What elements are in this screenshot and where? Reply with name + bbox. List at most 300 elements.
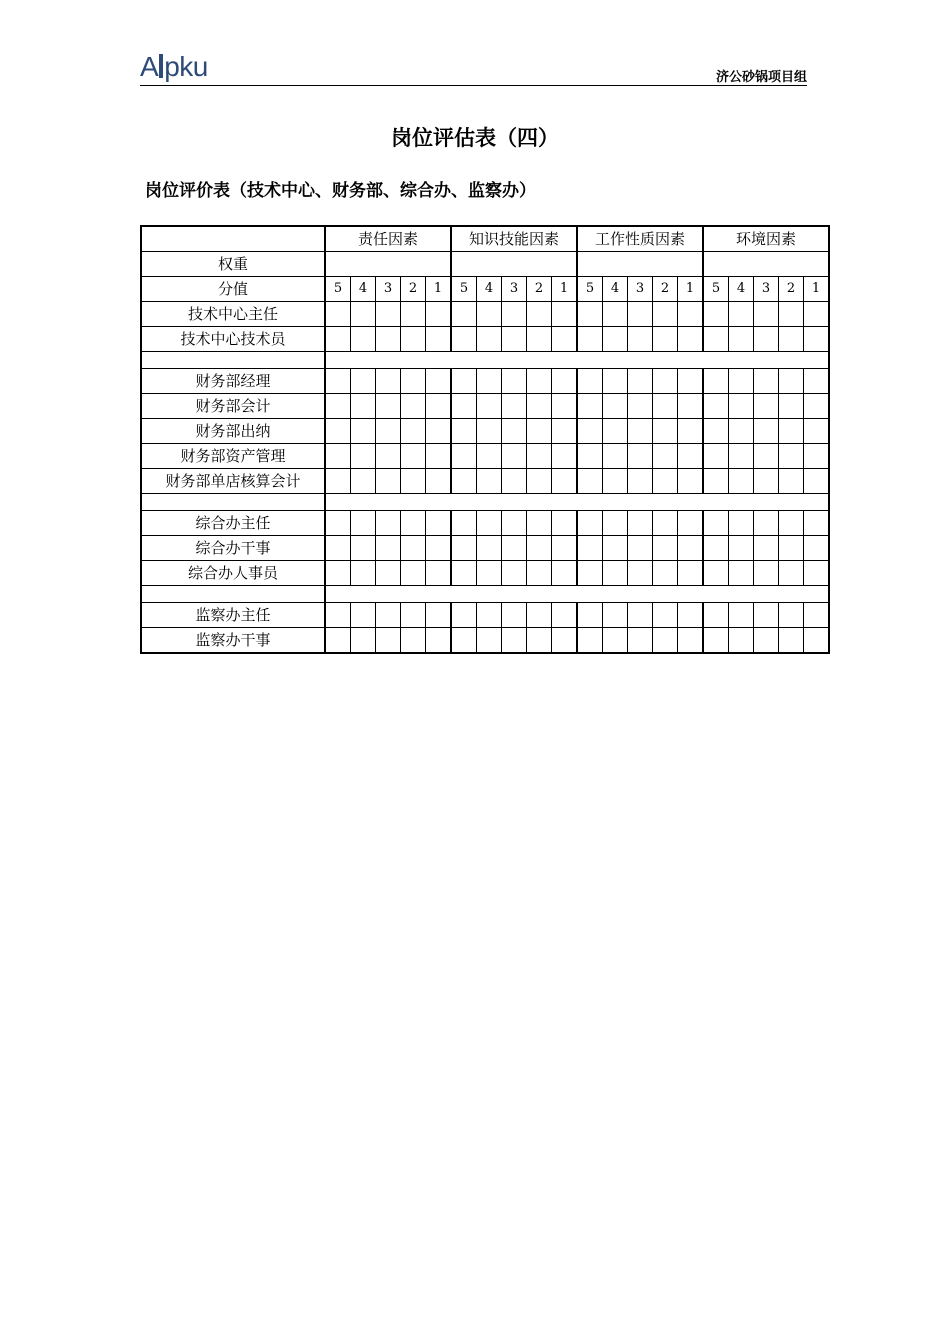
rating-cell[interactable]: [451, 394, 477, 419]
rating-cell[interactable]: [401, 628, 426, 654]
factor-header: 工作性质因素: [577, 226, 703, 252]
rating-cell[interactable]: [527, 603, 552, 628]
rating-cell[interactable]: [703, 327, 729, 352]
rating-cell[interactable]: [729, 394, 754, 419]
position-name: 综合办人事员: [141, 561, 325, 586]
rating-cell[interactable]: [628, 536, 653, 561]
rating-cell[interactable]: [804, 628, 830, 654]
rating-cell[interactable]: [804, 444, 830, 469]
position-row: [141, 419, 829, 444]
rating-cell[interactable]: [426, 603, 452, 628]
rating-cell[interactable]: [628, 511, 653, 536]
rating-cell[interactable]: [502, 419, 527, 444]
score-value: 4: [729, 277, 754, 302]
group-spacer-row: [141, 586, 829, 603]
rating-cell[interactable]: [653, 511, 678, 536]
rating-cell[interactable]: [577, 369, 603, 394]
rating-cell[interactable]: [653, 327, 678, 352]
rating-cell[interactable]: [351, 628, 376, 654]
page-header: [140, 52, 807, 86]
rating-cell[interactable]: [729, 327, 754, 352]
rating-cell[interactable]: [502, 444, 527, 469]
rating-cell[interactable]: [351, 302, 376, 327]
rating-cell[interactable]: [703, 536, 729, 561]
logo-text: pku: [164, 51, 208, 82]
rating-cell[interactable]: [502, 469, 527, 494]
rating-cell[interactable]: [678, 469, 704, 494]
rating-cell[interactable]: [351, 419, 376, 444]
rating-cell[interactable]: [401, 511, 426, 536]
rating-cell[interactable]: [779, 628, 804, 654]
rating-cell[interactable]: [376, 444, 401, 469]
rating-cell[interactable]: [552, 444, 578, 469]
rating-cell[interactable]: [653, 369, 678, 394]
rating-cell[interactable]: [678, 511, 704, 536]
rating-cell[interactable]: [577, 302, 603, 327]
spacer-cell: [325, 352, 829, 369]
table-subtitle: 岗位评价表（技术中心、财务部、综合办、监察办）: [145, 181, 536, 201]
corner-cell: [141, 226, 325, 252]
rating-cell[interactable]: [754, 536, 779, 561]
rating-cell[interactable]: [804, 419, 830, 444]
score-value: 3: [502, 277, 527, 302]
rating-cell[interactable]: [577, 444, 603, 469]
rating-cell[interactable]: [527, 561, 552, 586]
rating-cell[interactable]: [678, 603, 704, 628]
rating-cell[interactable]: [653, 302, 678, 327]
rating-cell[interactable]: [401, 603, 426, 628]
rating-cell[interactable]: [502, 394, 527, 419]
rating-cell[interactable]: [603, 419, 628, 444]
rating-cell[interactable]: [577, 603, 603, 628]
rating-cell[interactable]: [703, 419, 729, 444]
rating-cell[interactable]: [577, 628, 603, 654]
rating-cell[interactable]: [351, 369, 376, 394]
rating-cell[interactable]: [325, 628, 351, 654]
rating-cell[interactable]: [325, 444, 351, 469]
rating-cell[interactable]: [804, 511, 830, 536]
rating-cell[interactable]: [477, 419, 502, 444]
rating-cell[interactable]: [577, 419, 603, 444]
rating-cell[interactable]: [401, 369, 426, 394]
rating-cell[interactable]: [527, 469, 552, 494]
rating-cell[interactable]: [653, 419, 678, 444]
rating-cell[interactable]: [754, 369, 779, 394]
rating-cell[interactable]: [779, 603, 804, 628]
rating-cell[interactable]: [754, 561, 779, 586]
rating-cell[interactable]: [703, 469, 729, 494]
rating-cell[interactable]: [577, 561, 603, 586]
rating-cell[interactable]: [527, 327, 552, 352]
rating-cell[interactable]: [401, 327, 426, 352]
rating-cell[interactable]: [502, 628, 527, 654]
rating-cell[interactable]: [451, 561, 477, 586]
score-value: 2: [779, 277, 804, 302]
rating-cell[interactable]: [603, 561, 628, 586]
score-value: 5: [577, 277, 603, 302]
rating-cell[interactable]: [552, 536, 578, 561]
position-name: 技术中心技术员: [141, 327, 325, 352]
rating-cell[interactable]: [426, 561, 452, 586]
rating-cell[interactable]: [703, 444, 729, 469]
rating-cell[interactable]: [552, 469, 578, 494]
rating-cell[interactable]: [779, 369, 804, 394]
rating-cell[interactable]: [527, 444, 552, 469]
rating-cell[interactable]: [729, 561, 754, 586]
rating-cell[interactable]: [527, 369, 552, 394]
rating-cell[interactable]: [628, 419, 653, 444]
position-row: [141, 444, 829, 469]
rating-cell[interactable]: [628, 628, 653, 654]
rating-cell[interactable]: [376, 561, 401, 586]
rating-cell[interactable]: [678, 536, 704, 561]
spacer-cell: [325, 586, 829, 603]
rating-cell[interactable]: [401, 561, 426, 586]
rating-cell[interactable]: [376, 369, 401, 394]
rating-cell[interactable]: [376, 394, 401, 419]
rating-cell[interactable]: [729, 369, 754, 394]
rating-cell[interactable]: [376, 469, 401, 494]
rating-cell[interactable]: [804, 536, 830, 561]
rating-cell[interactable]: [451, 511, 477, 536]
rating-cell[interactable]: [325, 302, 351, 327]
rating-cell[interactable]: [401, 444, 426, 469]
rating-cell[interactable]: [502, 603, 527, 628]
rating-cell[interactable]: [779, 302, 804, 327]
rating-cell[interactable]: [703, 394, 729, 419]
rating-cell[interactable]: [552, 394, 578, 419]
rating-cell[interactable]: [779, 327, 804, 352]
evaluation-table: [140, 225, 830, 654]
rating-cell[interactable]: [729, 511, 754, 536]
rating-cell[interactable]: [477, 511, 502, 536]
position-row: [141, 469, 829, 494]
rating-cell[interactable]: [628, 469, 653, 494]
rating-cell[interactable]: [477, 327, 502, 352]
rating-cell[interactable]: [678, 394, 704, 419]
rating-cell[interactable]: [628, 394, 653, 419]
rating-cell[interactable]: [451, 628, 477, 654]
rating-cell[interactable]: [653, 469, 678, 494]
factor-header-row: [141, 226, 829, 252]
rating-cell[interactable]: [451, 302, 477, 327]
rating-cell[interactable]: [804, 369, 830, 394]
position-row: [141, 327, 829, 352]
rating-cell[interactable]: [603, 327, 628, 352]
score-value: 5: [451, 277, 477, 302]
position-name: 财务部资产管理: [141, 444, 325, 469]
rating-cell[interactable]: [325, 561, 351, 586]
rating-cell[interactable]: [451, 536, 477, 561]
rating-cell[interactable]: [477, 536, 502, 561]
rating-cell[interactable]: [351, 561, 376, 586]
rating-cell[interactable]: [754, 511, 779, 536]
rating-cell[interactable]: [703, 603, 729, 628]
rating-cell[interactable]: [754, 419, 779, 444]
score-value: 2: [401, 277, 426, 302]
rating-cell[interactable]: [376, 628, 401, 654]
score-label: 分值: [141, 277, 325, 302]
rating-cell[interactable]: [325, 603, 351, 628]
weight-cell: [703, 252, 829, 277]
rating-cell[interactable]: [426, 327, 452, 352]
rating-cell[interactable]: [325, 327, 351, 352]
rating-cell[interactable]: [729, 628, 754, 654]
rating-cell[interactable]: [376, 511, 401, 536]
rating-cell[interactable]: [426, 419, 452, 444]
rating-cell[interactable]: [779, 561, 804, 586]
rating-cell[interactable]: [351, 444, 376, 469]
score-value: 4: [477, 277, 502, 302]
rating-cell[interactable]: [754, 603, 779, 628]
rating-cell[interactable]: [628, 369, 653, 394]
company-logo: A pku: [140, 51, 208, 82]
rating-cell[interactable]: [325, 419, 351, 444]
rating-cell[interactable]: [325, 511, 351, 536]
rating-cell[interactable]: [603, 394, 628, 419]
position-name: 财务部单店核算会计: [141, 469, 325, 494]
rating-cell[interactable]: [477, 302, 502, 327]
rating-cell[interactable]: [804, 327, 830, 352]
score-value: 4: [603, 277, 628, 302]
rating-cell[interactable]: [552, 419, 578, 444]
rating-cell[interactable]: [351, 394, 376, 419]
rating-cell[interactable]: [502, 302, 527, 327]
rating-cell[interactable]: [451, 603, 477, 628]
rating-cell[interactable]: [603, 628, 628, 654]
rating-cell[interactable]: [552, 511, 578, 536]
rating-cell[interactable]: [628, 444, 653, 469]
rating-cell[interactable]: [603, 536, 628, 561]
rating-cell[interactable]: [502, 369, 527, 394]
rating-cell[interactable]: [678, 444, 704, 469]
rating-cell[interactable]: [401, 302, 426, 327]
rating-cell[interactable]: [477, 444, 502, 469]
rating-cell[interactable]: [703, 302, 729, 327]
rating-cell[interactable]: [653, 628, 678, 654]
rating-cell[interactable]: [477, 394, 502, 419]
rating-cell[interactable]: [552, 302, 578, 327]
rating-cell[interactable]: [804, 394, 830, 419]
rating-cell[interactable]: [351, 603, 376, 628]
position-row: [141, 369, 829, 394]
rating-cell[interactable]: [426, 369, 452, 394]
rating-cell[interactable]: [401, 536, 426, 561]
weight-cell: [451, 252, 577, 277]
rating-cell[interactable]: [401, 394, 426, 419]
rating-cell[interactable]: [653, 444, 678, 469]
rating-cell[interactable]: [603, 511, 628, 536]
rating-cell[interactable]: [754, 444, 779, 469]
rating-cell[interactable]: [678, 561, 704, 586]
factor-header: 环境因素: [703, 226, 829, 252]
rating-cell[interactable]: [779, 444, 804, 469]
rating-cell[interactable]: [527, 419, 552, 444]
rating-cell[interactable]: [426, 394, 452, 419]
position-row: [141, 561, 829, 586]
position-row: [141, 536, 829, 561]
rating-cell[interactable]: [351, 511, 376, 536]
rating-cell[interactable]: [754, 628, 779, 654]
rating-cell[interactable]: [577, 327, 603, 352]
position-row: [141, 302, 829, 327]
rating-cell[interactable]: [729, 444, 754, 469]
rating-cell[interactable]: [527, 302, 552, 327]
spacer-label: [141, 494, 325, 511]
rating-cell[interactable]: [376, 327, 401, 352]
rating-cell[interactable]: [729, 419, 754, 444]
header-divider: [140, 85, 807, 86]
group-spacer-row: [141, 352, 829, 369]
rating-cell[interactable]: [779, 469, 804, 494]
rating-cell[interactable]: [703, 369, 729, 394]
rating-cell[interactable]: [502, 511, 527, 536]
rating-cell[interactable]: [376, 536, 401, 561]
rating-cell[interactable]: [603, 302, 628, 327]
position-row: [141, 603, 829, 628]
spacer-label: [141, 352, 325, 369]
rating-cell[interactable]: [804, 302, 830, 327]
position-name: 综合办干事: [141, 536, 325, 561]
rating-cell[interactable]: [426, 536, 452, 561]
rating-cell[interactable]: [451, 419, 477, 444]
rating-cell[interactable]: [703, 511, 729, 536]
rating-cell[interactable]: [754, 302, 779, 327]
rating-cell[interactable]: [653, 394, 678, 419]
rating-cell[interactable]: [477, 603, 502, 628]
rating-cell[interactable]: [703, 561, 729, 586]
rating-cell[interactable]: [577, 536, 603, 561]
position-name: 技术中心主任: [141, 302, 325, 327]
rating-cell[interactable]: [628, 327, 653, 352]
rating-cell[interactable]: [451, 444, 477, 469]
position-row: [141, 511, 829, 536]
rating-cell[interactable]: [678, 302, 704, 327]
rating-cell[interactable]: [779, 511, 804, 536]
rating-cell[interactable]: [804, 603, 830, 628]
weight-label: 权重: [141, 252, 325, 277]
position-name: 综合办主任: [141, 511, 325, 536]
rating-cell[interactable]: [779, 419, 804, 444]
rating-cell[interactable]: [325, 469, 351, 494]
rating-cell[interactable]: [577, 511, 603, 536]
score-value: 3: [628, 277, 653, 302]
score-value: 2: [653, 277, 678, 302]
rating-cell[interactable]: [653, 561, 678, 586]
spacer-cell: [325, 494, 829, 511]
rating-cell[interactable]: [729, 302, 754, 327]
rating-cell[interactable]: [426, 469, 452, 494]
rating-cell[interactable]: [376, 419, 401, 444]
rating-cell[interactable]: [451, 327, 477, 352]
rating-cell[interactable]: [477, 469, 502, 494]
rating-cell[interactable]: [527, 628, 552, 654]
position-name: 财务部会计: [141, 394, 325, 419]
rating-cell[interactable]: [552, 603, 578, 628]
rating-cell[interactable]: [477, 369, 502, 394]
rating-cell[interactable]: [376, 603, 401, 628]
rating-cell[interactable]: [754, 394, 779, 419]
position-name: 财务部经理: [141, 369, 325, 394]
rating-cell[interactable]: [703, 628, 729, 654]
rating-cell[interactable]: [477, 628, 502, 654]
rating-cell[interactable]: [577, 469, 603, 494]
rating-cell[interactable]: [325, 536, 351, 561]
rating-cell[interactable]: [502, 561, 527, 586]
rating-cell[interactable]: [729, 469, 754, 494]
rating-cell[interactable]: [603, 369, 628, 394]
rating-cell[interactable]: [653, 603, 678, 628]
rating-cell[interactable]: [325, 394, 351, 419]
rating-cell[interactable]: [729, 603, 754, 628]
rating-cell[interactable]: [502, 327, 527, 352]
rating-cell[interactable]: [351, 327, 376, 352]
rating-cell[interactable]: [426, 511, 452, 536]
rating-cell[interactable]: [678, 419, 704, 444]
rating-cell[interactable]: [376, 302, 401, 327]
rating-cell[interactable]: [729, 536, 754, 561]
rating-cell[interactable]: [603, 444, 628, 469]
score-value: 2: [527, 277, 552, 302]
rating-cell[interactable]: [426, 628, 452, 654]
rating-cell[interactable]: [527, 394, 552, 419]
rating-cell[interactable]: [603, 603, 628, 628]
rating-cell[interactable]: [804, 469, 830, 494]
rating-cell[interactable]: [779, 536, 804, 561]
rating-cell[interactable]: [401, 419, 426, 444]
rating-cell[interactable]: [401, 469, 426, 494]
rating-cell[interactable]: [628, 603, 653, 628]
rating-cell[interactable]: [502, 536, 527, 561]
rating-cell[interactable]: [527, 536, 552, 561]
rating-cell[interactable]: [678, 327, 704, 352]
rating-cell[interactable]: [351, 469, 376, 494]
group-spacer-row: [141, 494, 829, 511]
rating-cell[interactable]: [603, 469, 628, 494]
position-name: 监察办干事: [141, 628, 325, 654]
spacer-label: [141, 586, 325, 603]
score-value: 5: [703, 277, 729, 302]
rating-cell[interactable]: [552, 327, 578, 352]
rating-cell[interactable]: [628, 561, 653, 586]
position-name: 财务部出纳: [141, 419, 325, 444]
score-value: 3: [754, 277, 779, 302]
rating-cell[interactable]: [552, 369, 578, 394]
rating-cell[interactable]: [351, 536, 376, 561]
rating-cell[interactable]: [552, 628, 578, 654]
rating-cell[interactable]: [451, 469, 477, 494]
rating-cell[interactable]: [325, 369, 351, 394]
rating-cell[interactable]: [678, 369, 704, 394]
factor-header: 知识技能因素: [451, 226, 577, 252]
rating-cell[interactable]: [451, 369, 477, 394]
rating-cell[interactable]: [577, 394, 603, 419]
rating-cell[interactable]: [426, 302, 452, 327]
rating-cell[interactable]: [477, 561, 502, 586]
rating-cell[interactable]: [628, 302, 653, 327]
rating-cell[interactable]: [754, 469, 779, 494]
rating-cell[interactable]: [779, 394, 804, 419]
score-value: 3: [376, 277, 401, 302]
position-row: [141, 628, 829, 654]
rating-cell[interactable]: [678, 628, 704, 654]
rating-cell[interactable]: [426, 444, 452, 469]
rating-cell[interactable]: [804, 561, 830, 586]
rating-cell[interactable]: [754, 327, 779, 352]
rating-cell[interactable]: [552, 561, 578, 586]
rating-cell[interactable]: [527, 511, 552, 536]
rating-cell[interactable]: [653, 536, 678, 561]
